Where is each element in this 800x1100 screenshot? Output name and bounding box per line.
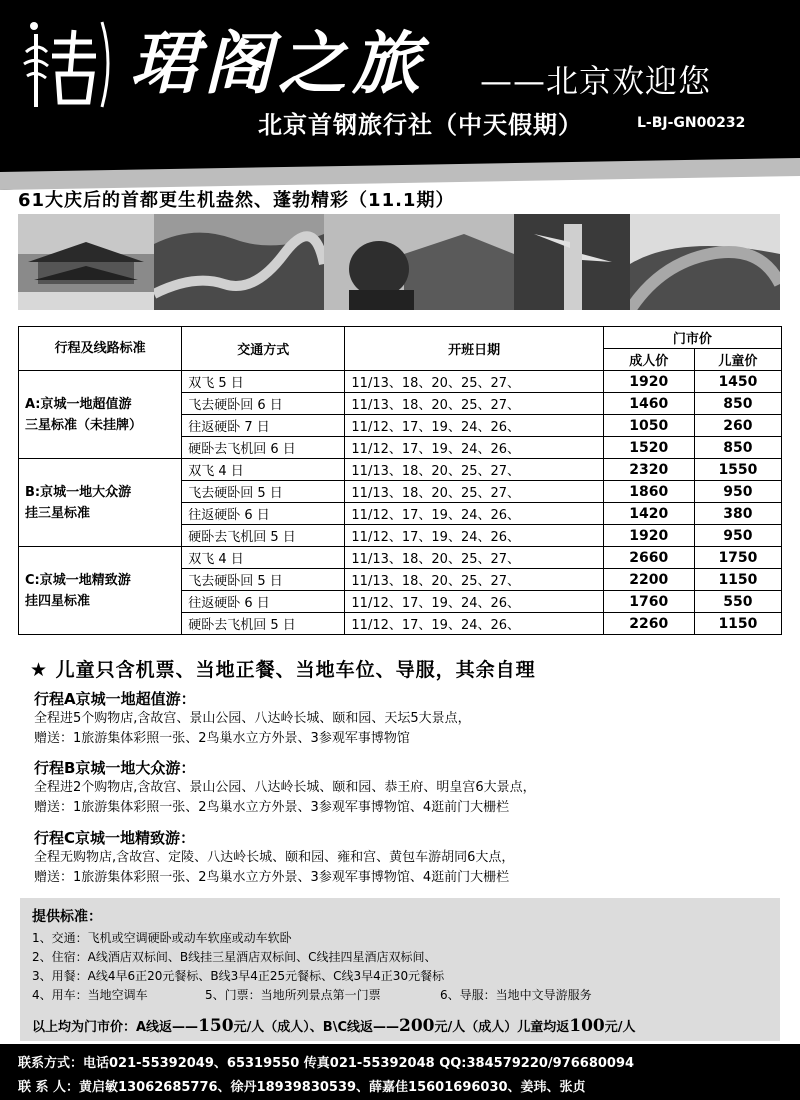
dates-cell: 11/13、18、20、25、27、 <box>345 547 603 569</box>
child-price-cell: 850 <box>694 437 781 459</box>
child-price-cell: 380 <box>694 503 781 525</box>
route-standard: 三星标准（未挂牌） <box>25 417 143 433</box>
adult-price-cell: 2260 <box>603 613 694 635</box>
bronze-lion-photo <box>324 214 514 310</box>
photo-strip <box>18 214 780 310</box>
dates-cell: 11/12、17、19、24、26、 <box>345 503 603 525</box>
header-route: 行程及线路标准 <box>19 327 182 371</box>
itinerary-title: 行程B京城一地大众游： <box>34 759 196 777</box>
footer-contact-bar <box>0 1044 800 1100</box>
itinerary-title: 行程A京城一地超值游： <box>34 690 196 708</box>
dates-cell: 11/12、17、19、24、26、 <box>345 437 603 459</box>
standards-title: 提供标准： <box>32 909 102 925</box>
dates-cell: 11/13、18、20、25、27、 <box>345 393 603 415</box>
transport-cell: 飞去硬卧回 5 日 <box>182 481 345 503</box>
child-price-cell: 850 <box>694 393 781 415</box>
transport-cell: 往返硬卧 6 日 <box>182 591 345 613</box>
child-price-cell: 950 <box>694 525 781 547</box>
standard-guide: 6、导服：当地中文导游服务 <box>440 988 592 1002</box>
great-wall-photo-2 <box>630 214 780 310</box>
table-row <box>19 371 782 393</box>
itinerary-spots: 全程进2个购物店,含故宫、景山公园、八达岭长城、颐和园、恭王府、明皇宫6大景点， <box>34 780 536 795</box>
dates-cell: 11/13、18、20、25、27、 <box>345 569 603 591</box>
table-row <box>19 459 782 481</box>
adult-price-cell: 1050 <box>603 415 694 437</box>
child-price-cell: 950 <box>694 481 781 503</box>
adult-price-cell: 1920 <box>603 525 694 547</box>
itinerary-gifts: 赠送：1旅游集体彩照一张、2鸟巢水立方外景、3参观军事博物馆、4逛前门大栅栏 <box>34 800 510 815</box>
dates-cell: 11/13、18、20、25、27、 <box>345 459 603 481</box>
adult-price-cell: 1520 <box>603 437 694 459</box>
adult-price-cell: 1920 <box>603 371 694 393</box>
child-price-cell: 1150 <box>694 613 781 635</box>
rebate-line <box>32 1016 636 1036</box>
child-price-cell: 1750 <box>694 547 781 569</box>
agency-name: 北京首钢旅行社（中天假期） <box>258 111 583 139</box>
adult-price-cell: 1420 <box>603 503 694 525</box>
adult-price-cell: 2660 <box>603 547 694 569</box>
huabiao-column-photo <box>514 214 630 310</box>
transport-cell: 双飞 4 日 <box>182 459 345 481</box>
transport-cell: 硬卧去飞机回 6 日 <box>182 437 345 459</box>
header-price: 门市价 <box>603 327 781 349</box>
rebate-bc: 200 <box>399 1016 435 1036</box>
rebate-mid2: 元/人（成人）儿童均返 <box>434 1020 570 1035</box>
standard-tickets: 5、门票：当地所列景点第一门票 <box>205 988 381 1002</box>
transport-cell: 飞去硬卧回 5 日 <box>182 569 345 591</box>
header-adult-price: 成人价 <box>603 349 694 371</box>
child-price-cell: 1550 <box>694 459 781 481</box>
header-gray-band <box>0 150 800 190</box>
brand-logo-icon <box>22 12 117 112</box>
price-table <box>18 326 782 635</box>
dates-cell: 11/12、17、19、24、26、 <box>345 415 603 437</box>
forbidden-city-photo <box>18 214 154 310</box>
standard-meals: 3、用餐：A线4早6正20元餐标、B线3早4正25元餐标、C线3早4正30元餐标 <box>32 969 445 983</box>
brand-title: 珺阁之旅 <box>130 24 427 104</box>
itinerary-gifts: 赠送：1旅游集体彩照一张、2鸟巢水立方外景、3参观军事博物馆、4逛前门大栅栏 <box>34 870 510 885</box>
header-dates: 开班日期 <box>345 327 603 371</box>
child-price-cell: 1450 <box>694 371 781 393</box>
route-cell <box>19 459 182 547</box>
subtitle: 61大庆后的首都更生机盎然、蓬勃精彩（11.1期） <box>18 190 455 211</box>
rebate-a: 150 <box>198 1016 234 1036</box>
route-name: B:京城一地大众游 <box>25 484 132 500</box>
header-banner <box>0 0 800 160</box>
adult-price-cell: 1860 <box>603 481 694 503</box>
transport-cell: 双飞 4 日 <box>182 547 345 569</box>
child-price-cell: 260 <box>694 415 781 437</box>
license-number: L-BJ-GN00232 <box>637 115 746 131</box>
itinerary-gifts: 赠送：1旅游集体彩照一张、2鸟巢水立方外景、3参观军事博物馆 <box>34 731 410 746</box>
route-cell <box>19 371 182 459</box>
dates-cell: 11/12、17、19、24、26、 <box>345 613 603 635</box>
route-standard: 挂四星标准 <box>25 593 91 609</box>
dates-cell: 11/12、17、19、24、26、 <box>345 525 603 547</box>
standard-vehicle: 4、用车：当地空调车 <box>32 988 148 1002</box>
service-standards-box <box>20 898 780 1041</box>
child-price-cell: 1150 <box>694 569 781 591</box>
itinerary-a <box>34 689 471 749</box>
transport-cell: 飞去硬卧回 6 日 <box>182 393 345 415</box>
child-policy-note: ★ 儿童只含机票、当地正餐、当地车位、导服，其余自理 <box>30 659 536 681</box>
transport-cell: 硬卧去飞机回 5 日 <box>182 613 345 635</box>
route-cell <box>19 547 182 635</box>
header-child-price: 儿童价 <box>694 349 781 371</box>
transport-cell: 往返硬卧 7 日 <box>182 415 345 437</box>
standard-hotel: 2、住宿：A线酒店双标间、B线挂三星酒店双标间、C线挂四星酒店双标间、 <box>32 950 437 964</box>
rebate-mid: 元/人（成人）、B\C线返—— <box>233 1020 400 1035</box>
rebate-prefix: 以上均为门市价：A线返—— <box>32 1020 199 1035</box>
adult-price-cell: 1460 <box>603 393 694 415</box>
table-row <box>19 547 782 569</box>
contact-people: 联 系 人：黄启敏13062685776、徐丹18939830539、薛嘉佳15601696030、姜玮、张贞 <box>18 1080 586 1095</box>
transport-cell: 往返硬卧 6 日 <box>182 503 345 525</box>
route-name: A:京城一地超值游 <box>25 396 132 412</box>
great-wall-photo-1 <box>154 214 324 310</box>
standard-transport: 1、交通：飞机或空调硬卧或动车软座或动车软卧 <box>32 931 292 945</box>
transport-cell: 硬卧去飞机回 5 日 <box>182 525 345 547</box>
dates-cell: 11/13、18、20、25、27、 <box>345 481 603 503</box>
itinerary-spots: 全程进5个购物店,含故宫、景山公园、八达岭长城、颐和园、天坛5大景点， <box>34 711 471 726</box>
dates-cell: 11/12、17、19、24、26、 <box>345 591 603 613</box>
route-name: C:京城一地精致游 <box>25 572 131 588</box>
tagline: ——北京欢迎您 <box>480 62 712 100</box>
adult-price-cell: 1760 <box>603 591 694 613</box>
dates-cell: 11/13、18、20、25、27、 <box>345 371 603 393</box>
rebate-child: 100 <box>569 1016 605 1036</box>
itinerary-title: 行程C京城一地精致游： <box>34 829 196 847</box>
adult-price-cell: 2320 <box>603 459 694 481</box>
route-standard: 挂三星标准 <box>25 505 91 521</box>
itinerary-spots: 全程无购物店,含故宫、定陵、八达岭长城、颐和园、雍和宫、黄包车游胡同6大点， <box>34 850 515 865</box>
header-transport: 交通方式 <box>182 327 345 371</box>
itinerary-b <box>34 758 536 818</box>
itinerary-c <box>34 828 514 888</box>
transport-cell: 双飞 5 日 <box>182 371 345 393</box>
adult-price-cell: 2200 <box>603 569 694 591</box>
child-price-cell: 550 <box>694 591 781 613</box>
contact-info: 联系方式：电话021-55392049、65319550 传真021-55392048 QQ:384579220/976680094 <box>18 1056 635 1071</box>
rebate-suffix: 元/人 <box>604 1020 636 1035</box>
